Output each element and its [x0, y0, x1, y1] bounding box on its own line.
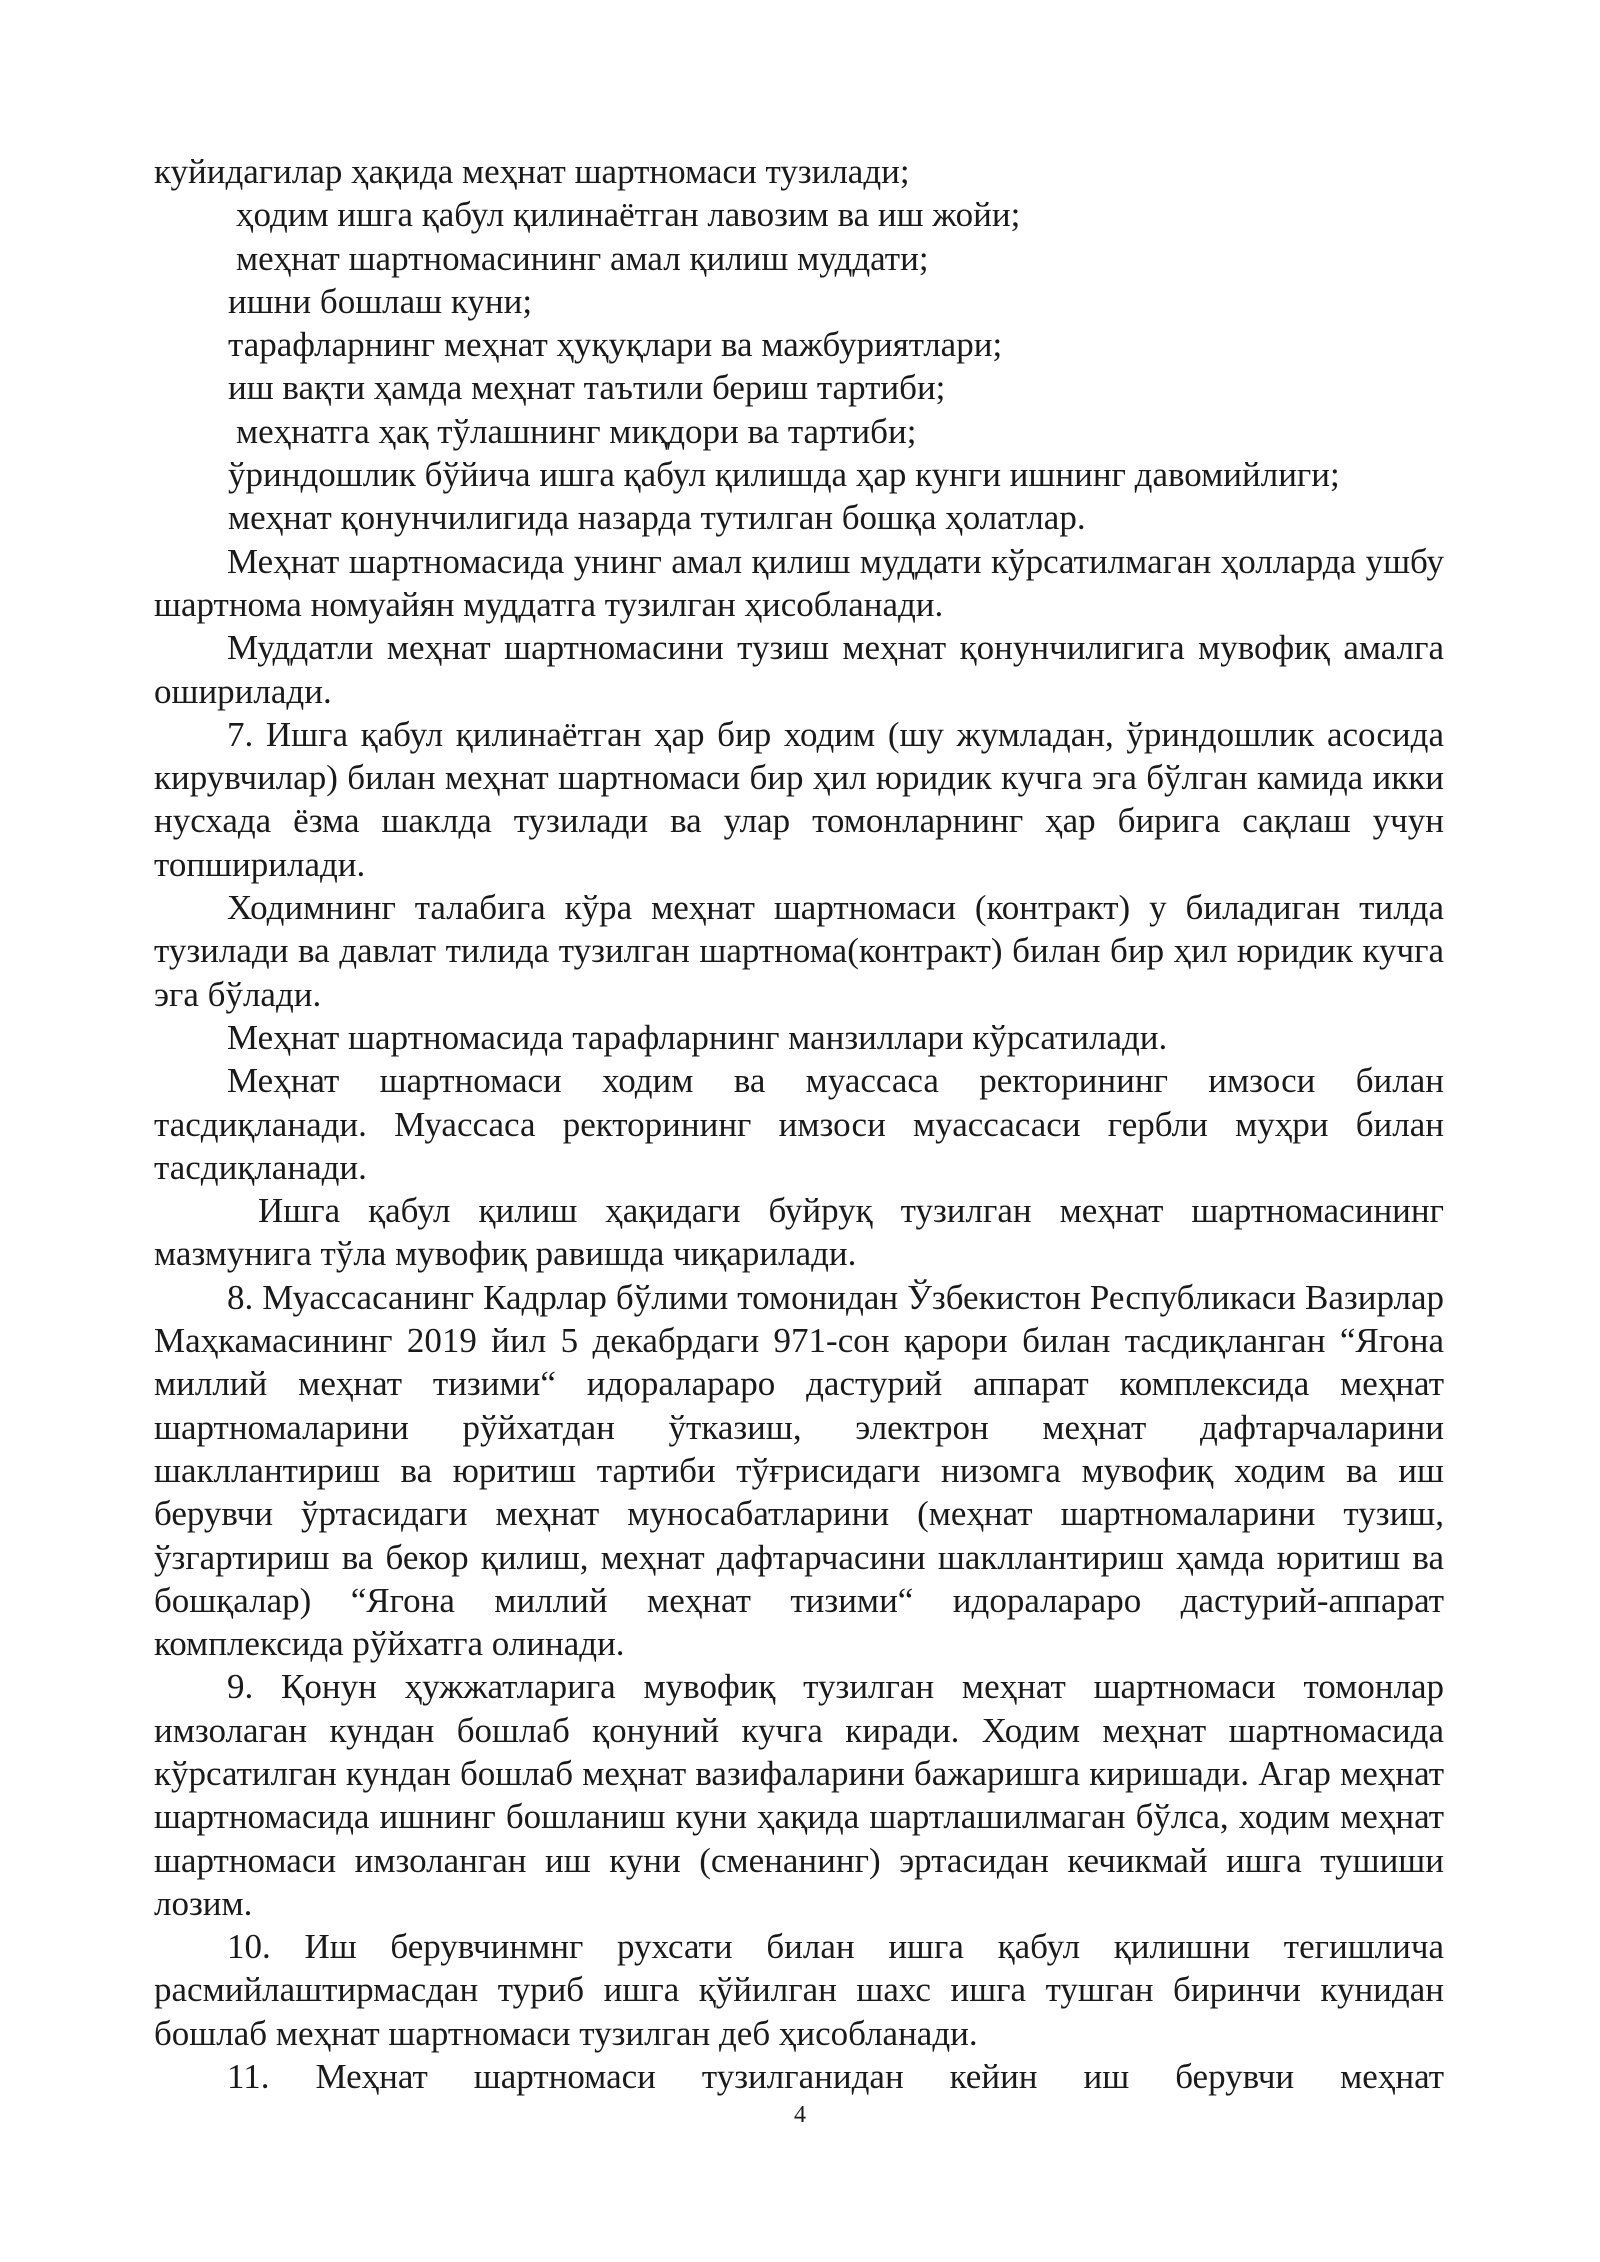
paragraph: Меҳнат шартномаси ходим ва муассаса ректорининг имзоси билан тасдиқланади. Муассаса ректорининг имзоси муассасаси гербли муҳри билан тасдиқланади. [154, 1061, 1444, 1187]
list-item: ҳодим ишга қабул қилинаётган лавозим ва иш жойи; [236, 195, 1021, 235]
paragraph-item-11: 11. Меҳнат шартномаси тузилганидан кейин иш берувчи меҳнат [227, 2057, 1444, 2097]
list-item: ўриндошлик бўйича ишга қабул қилишда ҳар кунги ишнинг давомийлиги; [228, 455, 1340, 495]
paragraph-item-10: 10. Иш берувчинмнг рухсати билан ишга қабул қилишни тегишлича расмийлаштирмасдан туриб ишга қўйилган шахс ишга тушган биринчи кунидан бошлаб меҳнат шартномаси тузилган деб ҳисобланади. [154, 1927, 1444, 2053]
list-item: тарафларнинг меҳнат ҳуқуқлари ва мажбуриятлари; [228, 325, 1003, 365]
list-item: ишни бошлаш куни; [228, 281, 533, 321]
list-item: меҳнат шартномасининг амал қилиш муддати; [236, 238, 929, 278]
paragraph-item-8: 8. Муассасанинг Кадрлар бўлими томонидан Ўзбекистон Республикаси Вазирлар Маҳкамасининг 2019 йил 5 декабрдаги 971-сон қарори билан тасдиқланган “Ягона миллий меҳнат тизими“ идоралараро дастурий аппарат комплексида меҳнат шартномаларини рўйхатдан ўтказиш, электрон меҳнат дафтарчаларини шакллантириш ва юритиш тартиби тўғрисидаги низомга мувофиқ ходим ва иш берувчи ўртасидаги меҳнат муносабатларини (меҳнат шартномаларини тузиш, ўзгартириш ва бекор қилиш, меҳнат дафтарчасини шакллантириш ҳамда юритиш ва бошқалар) “Ягона миллий меҳнат тизими“ идоралараро дастурий-аппарат комплексида рўйхатга олинади. [154, 1277, 1444, 1664]
paragraph: Ишга қабул қилиш ҳақидаги буйруқ тузилган меҳнат шартномасининг мазмунига тўла мувофиқ равишда чиқарилади. [154, 1191, 1444, 1274]
list-item: меҳнат қонунчилигида назарда тутилган бошқа ҳолатлар. [228, 498, 1086, 538]
paragraph-item-9: 9. Қонун ҳужжатларига мувофиқ тузилган меҳнат шартномаси томонлар имзолаган кундан бошлаб қонуний кучга киради. Ходим меҳнат шартномасида кўрсатилган кундан бошлаб меҳнат вазифаларини бажаришга киришади. Агар меҳнат шартномасида ишнинг бошланиш куни ҳақида шартлашилмаган бўлса, ходим меҳнат шартномаси имзоланган иш куни (сменанинг) эртасидан кечикмай ишга тушиши лозим. [154, 1667, 1444, 1923]
paragraph: Меҳнат шартномасида тарафларнинг манзиллари кўрсатилади. [227, 1017, 1168, 1057]
intro-line: куйидагилар ҳақида меҳнат шартномаси тузилади; [154, 152, 910, 191]
list-item: иш вақти ҳамда меҳнат таътили бериш тартиби; [228, 368, 946, 408]
paragraph: Муддатли меҳнат шартномасини тузиш меҳнат қонунчилигига мувофиқ амалга оширилади. [154, 628, 1444, 711]
page-number: 4 [794, 2102, 806, 2128]
paragraph: Ходимнинг талабига кўра меҳнат шартномаси (контракт) у биладиган тилда тузилади ва давлат тилида тузилган шартнома(контракт) билан бир ҳил юридик кучга эга бўлади. [154, 888, 1444, 1014]
paragraph-item-7: 7. Ишга қабул қилинаётган ҳар бир ходим (шу жумладан, ўриндошлик асосида кирувчилар) билан меҳнат шартномаси бир ҳил юридик кучга эга бўлган камида икки нусхада ёзма шаклда тузилади ва улар томонларнинг ҳар бирига сақлаш учун топширилади. [154, 714, 1444, 884]
document-page [154, 150, 1444, 2098]
list-item: меҳнатга ҳақ тўлашнинг миқдори ва тартиби; [236, 411, 917, 451]
paragraph: Меҳнат шартномасида унинг амал қилиш муддати кўрсатилмаган ҳолларда ушбу шартнома номуайян муддатга тузилган ҳисобланади. [154, 541, 1444, 624]
